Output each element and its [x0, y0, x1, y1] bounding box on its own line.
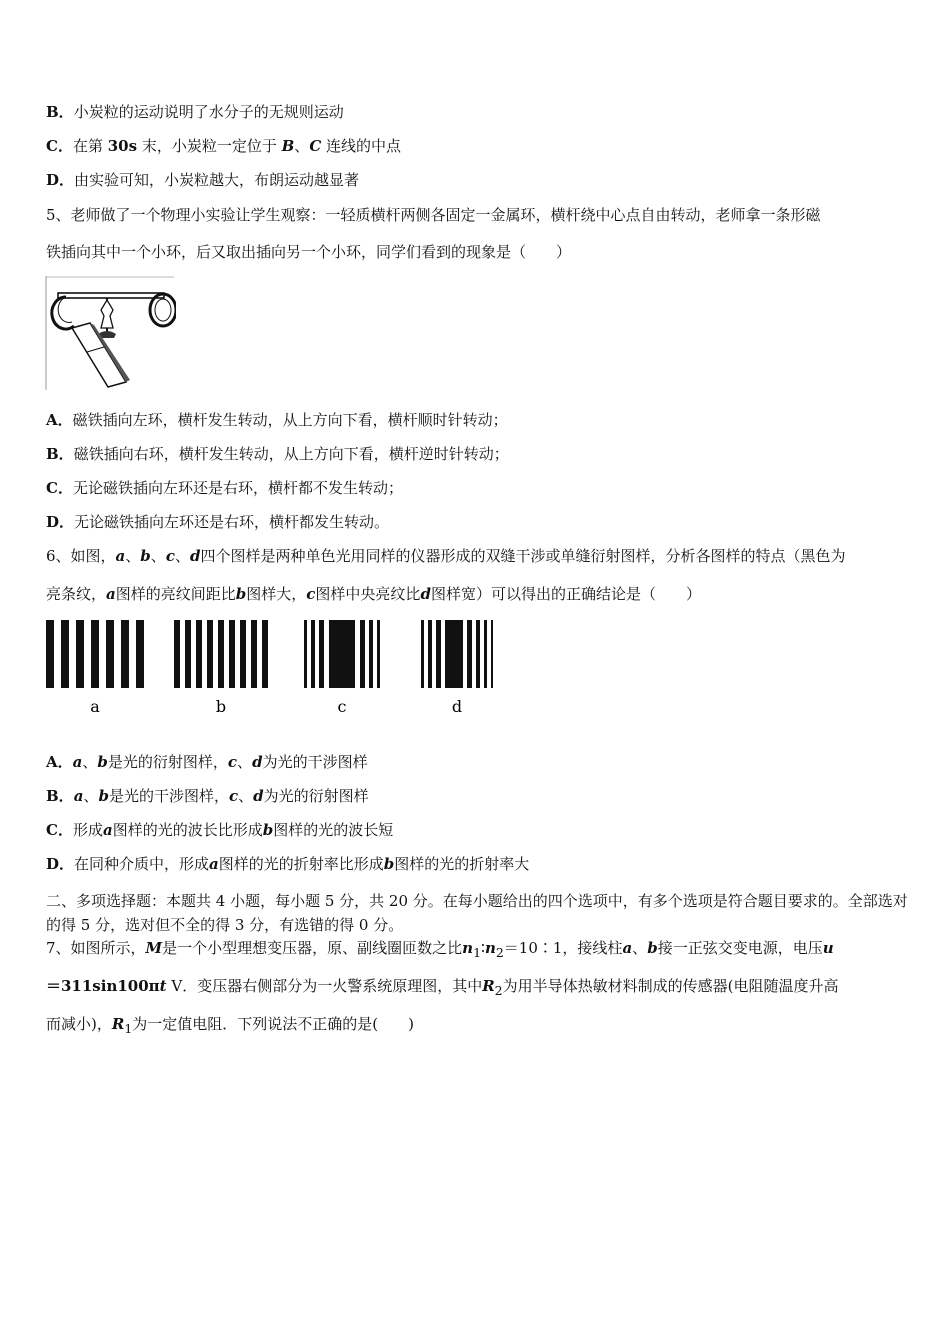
- var-a: a: [106, 585, 116, 603]
- fig-label-a: a: [90, 697, 100, 716]
- option-text: 磁铁插向左环，横杆发生转动，从上方向下看，横杆顺时针转动；: [72, 411, 508, 429]
- var-a: a: [115, 547, 126, 565]
- option-letter: D．: [46, 171, 75, 189]
- var-d: d: [189, 547, 201, 565]
- fig-label-c: c: [337, 697, 347, 716]
- option-letter: B．: [46, 103, 74, 121]
- option-text: 无论磁铁插向左环还是右环，横杆都发生转动。: [74, 513, 390, 531]
- q5-stem-line1: 5、老师做了一个物理小实验让学生观察：一轻质横杆两侧各固定一金属环，横杆绕中心点自由转动，老师拿一条形磁: [46, 206, 821, 224]
- option-text: 在第: [72, 137, 108, 155]
- option-letter: A．: [46, 753, 73, 771]
- fig-label-d: d: [451, 697, 463, 716]
- pattern-b: [174, 620, 268, 688]
- option-text: 、: [294, 137, 310, 155]
- q6-option-a: A．a、b是光的衍射图样，c、d为光的干涉图样: [46, 753, 368, 771]
- option-text: 小炭粒的运动说明了水分子的无规则运动: [73, 103, 344, 121]
- point-label: C: [309, 137, 322, 155]
- option-letter: D．: [46, 855, 75, 873]
- point-label: B: [281, 137, 295, 155]
- fig-label-b: b: [215, 697, 227, 716]
- q5-option-b: [46, 444, 509, 464]
- q4-option-b: [46, 102, 344, 122]
- var-b: b: [235, 585, 247, 603]
- q6-stem-line1: 6、如图，a、b、c、d四个图样是两种单色光用同样的仪器形成的双缝干涉或单缝衍射图样，分析各图样的特点（黑色为: [46, 547, 846, 565]
- option-text: 无论磁铁插向左环还是右环，横杆都不发生转动；: [72, 479, 403, 497]
- q7-stem-line3: 而减小)，$R_1$为一定值电阻．下列说法不正确的是( ): [46, 1015, 414, 1036]
- var-d: d: [420, 585, 431, 603]
- q6-option-b: B．a、b是光的干涉图样，c、d为光的衍射图样: [46, 787, 369, 805]
- fringe-patterns-figure: [44, 618, 504, 718]
- option-text: 末，小炭粒一定位于: [137, 137, 282, 155]
- q6-option-d: D．在同种介质中，形成a图样的光的折射率比形成b图样的光的折射率大: [46, 855, 530, 873]
- option-letter: B．: [46, 787, 74, 805]
- option-text: 由实验可知，小炭粒越大，布朗运动越显著: [74, 171, 360, 189]
- pattern-d: [421, 620, 493, 688]
- option-letter: B．: [46, 445, 74, 463]
- option-text: 连线的中点: [321, 137, 402, 155]
- q6-option-c: C．形成a图样的光的波长比形成b图样的光的波长短: [46, 821, 394, 839]
- q7-stem-line1: 7、如图所示，M是一个小型理想变压器，原、副线圈匝数之比$n_1∶n_2=10∶1$，接线柱a、b接一正弦交变电源，电压u: [46, 939, 834, 960]
- pattern-c: [304, 620, 380, 688]
- option-letter: A．: [46, 411, 73, 429]
- var-c: c: [165, 547, 175, 565]
- magnet-rings-figure: [44, 276, 176, 390]
- pattern-a: [46, 620, 144, 688]
- q5-stem-line2: 铁插向其中一个小环，后又取出插向另一个小环，同学们看到的现象是（ ）: [46, 243, 572, 261]
- option-letter: C．: [46, 137, 73, 155]
- q5-option-c: [46, 478, 403, 498]
- var-b: b: [140, 547, 151, 565]
- q4-option-c: [46, 136, 401, 156]
- option-letter: C．: [46, 821, 73, 839]
- option-text: 30s: [107, 137, 138, 155]
- q7-stem-line2: ＝311sin100πt V．变压器右侧部分为一火警系统原理图，其中$R_2$为用半导体热敏材料制成的传感器(电阻随温度升高: [46, 977, 839, 998]
- q6-stem-line2: 亮条纹，a图样的亮纹间距比b图样大，c图样中央亮纹比d图样宽）可以得出的正确结论是（ ）: [46, 585, 701, 603]
- option-letter: D．: [46, 513, 75, 531]
- section-2-heading: 二、多项选择题：本题共 4 小题，每小题 5 分，共 20 分。在每小题给出的四个选项中，有多个选项是符合题目要求的。全部选对的得 5 分，选对但不全的得 3 分，有选错的得 0 分。: [46, 892, 908, 934]
- q4-option-d: [46, 170, 359, 190]
- q5-option-d: [46, 512, 389, 532]
- var-c: c: [306, 585, 316, 603]
- option-letter: C．: [46, 479, 73, 497]
- option-text: 磁铁插向右环，横杆发生转动，从上方向下看，横杆逆时针转动；: [73, 445, 509, 463]
- q5-option-a: [46, 410, 508, 430]
